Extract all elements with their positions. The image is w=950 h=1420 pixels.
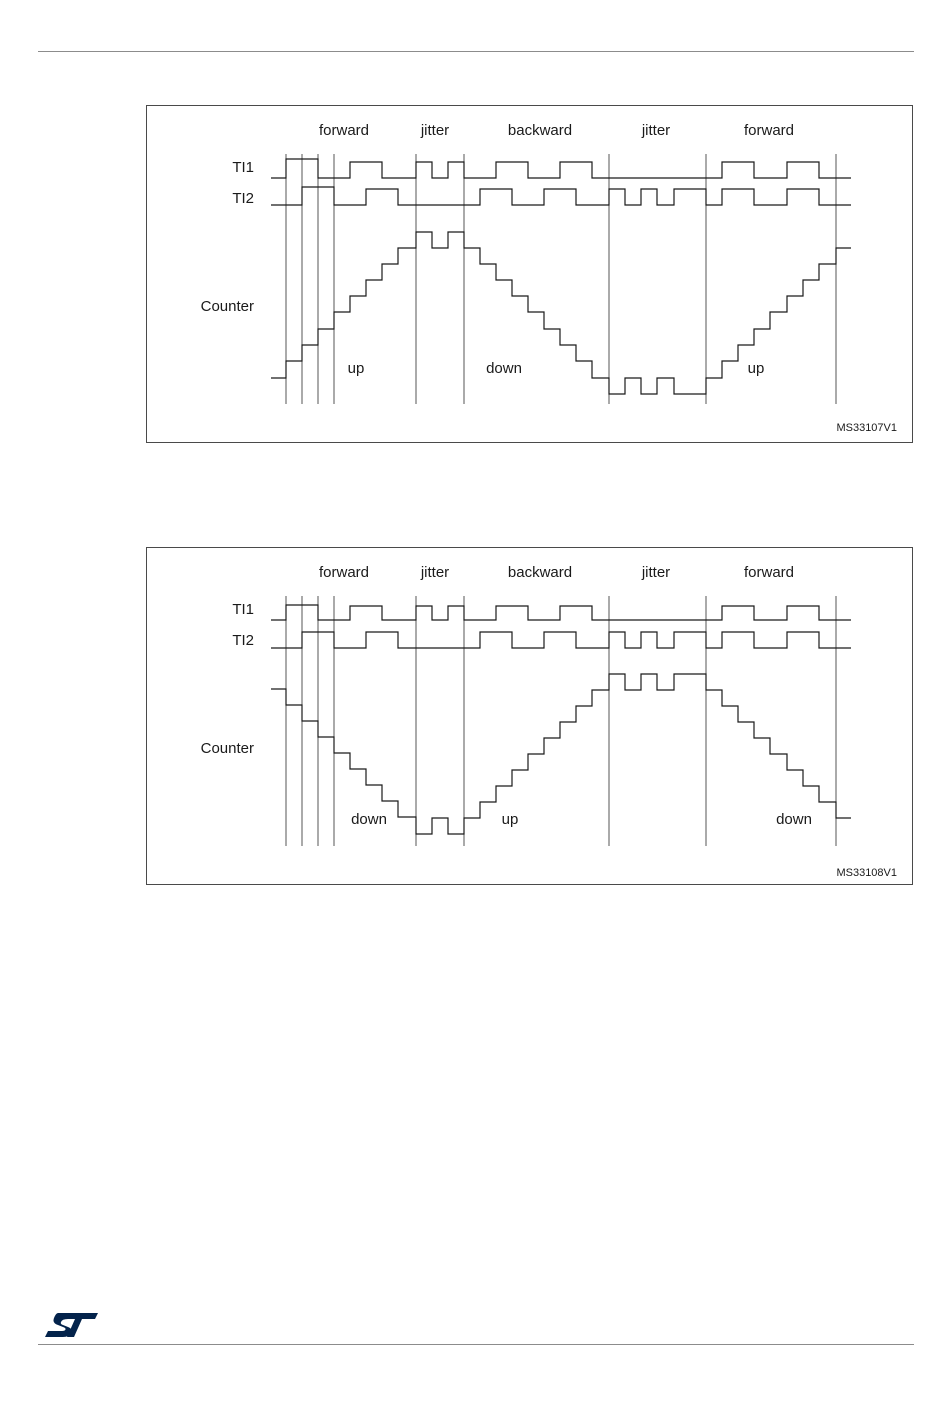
- counter-waveform: [271, 674, 851, 834]
- phase-label: jitter: [420, 564, 450, 581]
- phase-label: jitter: [641, 122, 671, 139]
- header-rule: [38, 51, 914, 52]
- ti2-waveform: [271, 187, 851, 205]
- st-logo-icon: [44, 1311, 100, 1344]
- footer-rule: [38, 1344, 914, 1345]
- direction-label: up: [501, 811, 519, 828]
- phase-label: forward: [743, 564, 795, 581]
- phase-label: backward: [507, 564, 573, 581]
- timing-diagram-1-svg: [147, 106, 914, 444]
- direction-label: down: [776, 811, 812, 828]
- figure-code: MS33108V1: [836, 867, 897, 879]
- direction-label: up: [747, 360, 765, 377]
- phase-label: backward: [507, 122, 573, 139]
- signal-label-counter: Counter: [200, 298, 254, 315]
- ti1-waveform: [271, 605, 851, 620]
- signal-label-ti2: TI2: [232, 190, 254, 207]
- signal-label-ti1: TI1: [232, 159, 254, 176]
- st-logo-svg: [44, 1311, 100, 1339]
- signal-label-counter: Counter: [200, 740, 254, 757]
- direction-label: down: [351, 811, 387, 828]
- phase-label: jitter: [420, 122, 450, 139]
- signal-label-ti1: TI1: [232, 601, 254, 618]
- timing-diagram-2: [146, 547, 913, 885]
- timing-diagram-2-svg: [147, 548, 914, 886]
- phase-label: forward: [743, 122, 795, 139]
- phase-label: forward: [318, 122, 370, 139]
- figure-code: MS33107V1: [836, 422, 897, 434]
- timing-diagram-1: [146, 105, 913, 443]
- direction-label: down: [486, 360, 522, 377]
- ti1-waveform: [271, 159, 851, 178]
- phase-label: jitter: [641, 564, 671, 581]
- ti2-waveform: [271, 632, 851, 648]
- direction-label: up: [347, 360, 365, 377]
- signal-label-ti2: TI2: [232, 632, 254, 649]
- phase-label: forward: [318, 564, 370, 581]
